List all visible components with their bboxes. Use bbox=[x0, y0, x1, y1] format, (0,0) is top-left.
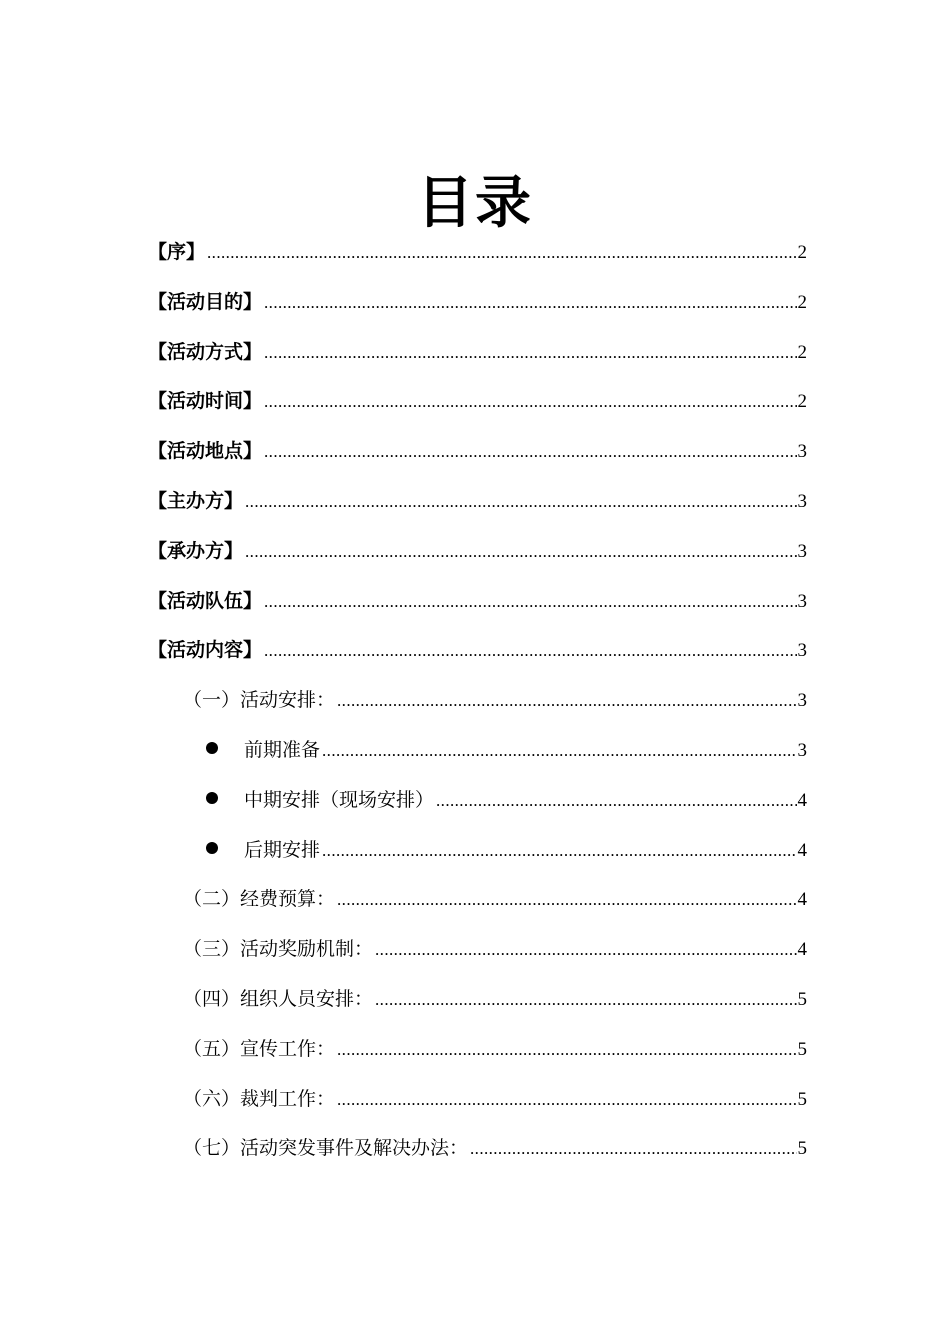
dot-leader bbox=[264, 636, 796, 666]
toc-entry-page-number: 2 bbox=[797, 242, 807, 263]
toc-entry[interactable] bbox=[148, 337, 807, 367]
dot-leader bbox=[470, 1134, 796, 1164]
dot-leader bbox=[322, 836, 796, 866]
dot-leader bbox=[245, 537, 796, 567]
toc-entry-label: 【序】 bbox=[148, 241, 206, 263]
toc-entry-page-number: 3 bbox=[797, 441, 807, 463]
toc-entry-page-number: 4 bbox=[797, 939, 807, 961]
toc-entry[interactable] bbox=[183, 1084, 807, 1114]
toc-entry-label: 中期安排（现场安排） bbox=[244, 788, 435, 811]
toc-entry[interactable] bbox=[148, 237, 807, 267]
dot-leader bbox=[264, 387, 796, 417]
toc-entry[interactable] bbox=[148, 386, 807, 416]
toc-entry[interactable] bbox=[148, 536, 807, 566]
dot-leader bbox=[375, 935, 796, 965]
dot-leader bbox=[264, 288, 796, 318]
dot-leader bbox=[337, 1085, 796, 1115]
toc-entry-page-number: 3 bbox=[797, 740, 807, 761]
toc-entry-label: 【活动方式】 bbox=[148, 340, 263, 363]
toc-entry-page-number: 5 bbox=[797, 1138, 807, 1160]
toc-entry[interactable] bbox=[206, 785, 807, 815]
toc-entry-label: （一）活动安排： bbox=[183, 689, 336, 712]
toc-entry-page-number: 3 bbox=[797, 690, 807, 712]
dot-leader bbox=[436, 786, 796, 816]
toc-entry[interactable] bbox=[183, 984, 807, 1014]
toc-entry-page-number: 4 bbox=[797, 789, 807, 811]
toc-entry-label: 【活动队伍】 bbox=[148, 589, 263, 612]
toc-entry-label: 前期准备 bbox=[244, 739, 321, 761]
toc-entry-label: （六）裁判工作： bbox=[183, 1087, 336, 1110]
toc-entry-page-number: 4 bbox=[797, 839, 807, 861]
dot-leader bbox=[207, 238, 796, 268]
toc-entry[interactable] bbox=[183, 934, 807, 964]
dot-leader bbox=[375, 985, 796, 1015]
toc-entry-page-number: 5 bbox=[797, 1088, 807, 1110]
toc-entry[interactable] bbox=[183, 1133, 807, 1163]
toc-entry-label: 【活动地点】 bbox=[148, 440, 263, 463]
toc-entry-page-number: 2 bbox=[797, 341, 807, 363]
bullet-icon bbox=[206, 792, 218, 804]
toc-entry[interactable] bbox=[183, 884, 807, 914]
dot-leader bbox=[264, 587, 796, 617]
dot-leader bbox=[337, 686, 796, 716]
toc-entry-page-number: 4 bbox=[797, 889, 807, 911]
toc-entry-label: （三）活动奖励机制： bbox=[183, 938, 374, 961]
dot-leader bbox=[264, 338, 796, 368]
toc-entry-label: 【活动目的】 bbox=[148, 290, 263, 313]
toc-entry-label: 后期安排 bbox=[244, 838, 321, 861]
bullet-icon bbox=[206, 742, 218, 754]
dot-leader bbox=[322, 736, 796, 766]
toc-entry[interactable] bbox=[183, 1034, 807, 1064]
toc-entry[interactable] bbox=[206, 735, 807, 765]
dot-leader bbox=[245, 487, 796, 517]
dot-leader bbox=[264, 437, 796, 467]
toc-entry[interactable] bbox=[148, 436, 807, 466]
toc-entry[interactable] bbox=[148, 287, 807, 317]
toc-entry-page-number: 5 bbox=[797, 989, 807, 1010]
toc-entry-label: 【活动内容】 bbox=[148, 639, 263, 662]
toc-entry-page-number: 3 bbox=[797, 640, 807, 662]
toc-entry[interactable] bbox=[206, 835, 807, 865]
toc-entry-label: （七）活动突发事件及解决办法： bbox=[183, 1137, 469, 1160]
toc-entry-label: 【主办方】 bbox=[148, 490, 244, 512]
toc-entry-page-number: 3 bbox=[797, 540, 807, 562]
toc-entry[interactable] bbox=[183, 685, 807, 715]
toc-entry-page-number: 2 bbox=[797, 291, 807, 313]
toc-entry-page-number: 3 bbox=[797, 491, 807, 512]
toc-entry[interactable] bbox=[148, 586, 807, 616]
dot-leader bbox=[337, 1035, 796, 1065]
toc-title: 目录 bbox=[417, 171, 533, 236]
toc-entry-label: 【承办方】 bbox=[148, 539, 244, 562]
toc-entry-label: （四）组织人员安排： bbox=[183, 988, 374, 1010]
toc-entry-page-number: 5 bbox=[797, 1038, 807, 1060]
toc-entry-page-number: 2 bbox=[797, 391, 807, 413]
toc-entry-label: （五）宣传工作： bbox=[183, 1037, 336, 1060]
toc-entry-label: （二）经费预算： bbox=[183, 888, 336, 911]
toc-entry-label: 【活动时间】 bbox=[148, 390, 263, 413]
bullet-icon bbox=[206, 842, 218, 854]
toc-entry[interactable] bbox=[148, 635, 807, 665]
toc-entry-page-number: 3 bbox=[797, 590, 807, 612]
toc-entry[interactable] bbox=[148, 486, 807, 516]
dot-leader bbox=[337, 885, 796, 915]
